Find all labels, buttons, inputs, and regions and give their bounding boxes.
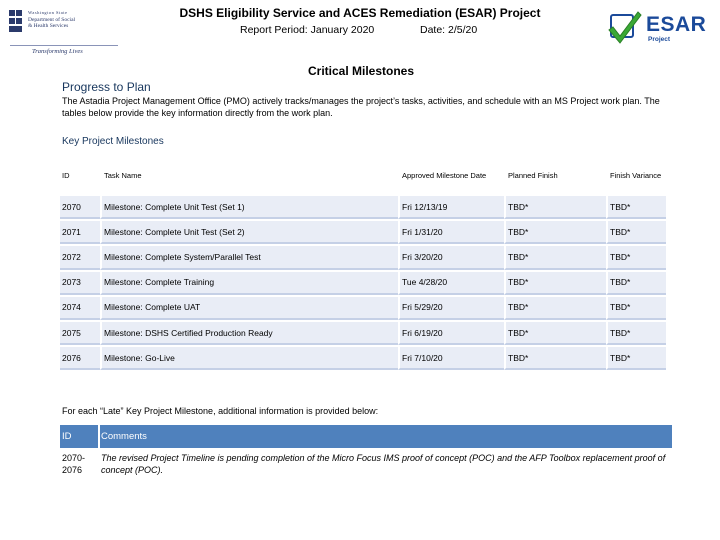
col-header-id: ID [60, 156, 100, 194]
esar-subtitle: Project [648, 36, 671, 43]
table-row [60, 219, 666, 244]
report-date: Date: 2/5/20 [420, 24, 478, 36]
esar-logo [604, 10, 707, 46]
comments-header-row [60, 425, 672, 448]
cell-task-name: Milestone: Complete Unit Test (Set 2) [100, 219, 398, 244]
late-milestone-note: For each “Late” Key Project Milestone, additional information is provided below: [62, 406, 379, 416]
col-header-task-name: Task Name [100, 156, 398, 194]
cell-approved-date: Fri 7/10/20 [398, 345, 504, 370]
comments-cell-id: 2070-2076 [62, 453, 86, 475]
cell-finish-variance: TBD* [606, 295, 666, 320]
report-period: Report Period: January 2020 [240, 24, 375, 36]
cell-approved-date: Fri 5/29/20 [398, 295, 504, 320]
table-row [60, 320, 666, 345]
logo-tagline: Transforming Lives [32, 48, 83, 55]
cell-finish-variance: TBD* [606, 244, 666, 269]
cell-id: 2070 [60, 194, 100, 219]
comments-cell-text: The revised Project Timeline is pending completion of the Micro Focus IMS proof of concept (POC) and the AFP Toolbox replacement proof of concept (POC). [101, 453, 666, 475]
project-title: DSHS Eligibility Service and ACES Remediation (ESAR) Project [179, 6, 541, 20]
cell-finish-variance: TBD* [606, 194, 666, 219]
cell-id: 2072 [60, 244, 100, 269]
logo-line-3: & Health Services [28, 23, 69, 30]
cell-approved-date: Tue 4/28/20 [398, 270, 504, 295]
logo-line-1: Washington State [28, 10, 68, 15]
cell-finish-variance: TBD* [606, 219, 666, 244]
col-header-finish-variance: Finish Variance [606, 156, 666, 194]
cell-task-name: Milestone: Complete Unit Test (Set 1) [100, 194, 398, 219]
cell-planned-finish: TBD* [504, 270, 606, 295]
esar-wordmark: ESAR [646, 13, 707, 36]
comments-row [60, 450, 672, 484]
cell-task-name: Milestone: DSHS Certified Production Ready [100, 320, 398, 345]
checkmark-icon [604, 10, 644, 46]
intro-paragraph: The Astadia Project Management Office (PMO) actively tracks/manages the project’s tasks, activities, and schedule with an MS Project work plan. The tables below provide the key information directly from the work plan. [62, 96, 660, 118]
cell-task-name: Milestone: Go-Live [100, 345, 398, 370]
cell-approved-date: Fri 12/13/19 [398, 194, 504, 219]
critical-milestones-title: Critical Milestones [307, 64, 415, 78]
cell-id: 2075 [60, 320, 100, 345]
cell-planned-finish: TBD* [504, 345, 606, 370]
logo-divider [10, 45, 118, 46]
comments-col-header-id: ID [62, 431, 72, 442]
cell-approved-date: Fri 1/31/20 [398, 219, 504, 244]
progress-to-plan-title: Progress to Plan [62, 80, 151, 94]
cell-id: 2076 [60, 345, 100, 370]
cell-task-name: Milestone: Complete UAT [100, 295, 398, 320]
cell-approved-date: Fri 6/19/20 [398, 320, 504, 345]
comments-column-divider [98, 425, 100, 448]
cell-planned-finish: TBD* [504, 219, 606, 244]
table-row [60, 244, 666, 269]
cell-id: 2073 [60, 270, 100, 295]
cell-id: 2074 [60, 295, 100, 320]
cell-planned-finish: TBD* [504, 320, 606, 345]
milestones-header-row [60, 156, 666, 194]
key-milestones-title: Key Project Milestones [62, 136, 164, 147]
col-header-approved-date: Approved Milestone Date [398, 156, 504, 194]
table-row [60, 270, 666, 295]
table-row [60, 345, 666, 370]
cell-planned-finish: TBD* [504, 194, 606, 219]
cell-finish-variance: TBD* [606, 345, 666, 370]
cell-id: 2071 [60, 219, 100, 244]
cell-finish-variance: TBD* [606, 270, 666, 295]
col-header-planned-finish: Planned Finish [504, 156, 606, 194]
cell-planned-finish: TBD* [504, 244, 606, 269]
cell-planned-finish: TBD* [504, 295, 606, 320]
cell-task-name: Milestone: Complete System/Parallel Test [100, 244, 398, 269]
cell-task-name: Milestone: Complete Training [100, 270, 398, 295]
table-row [60, 194, 666, 219]
cell-approved-date: Fri 3/20/20 [398, 244, 504, 269]
cell-finish-variance: TBD* [606, 320, 666, 345]
table-row [60, 295, 666, 320]
logo-line-2: Department of Social [28, 16, 76, 23]
comments-col-header-comments: Comments [101, 431, 147, 442]
milestones-table [60, 156, 666, 370]
